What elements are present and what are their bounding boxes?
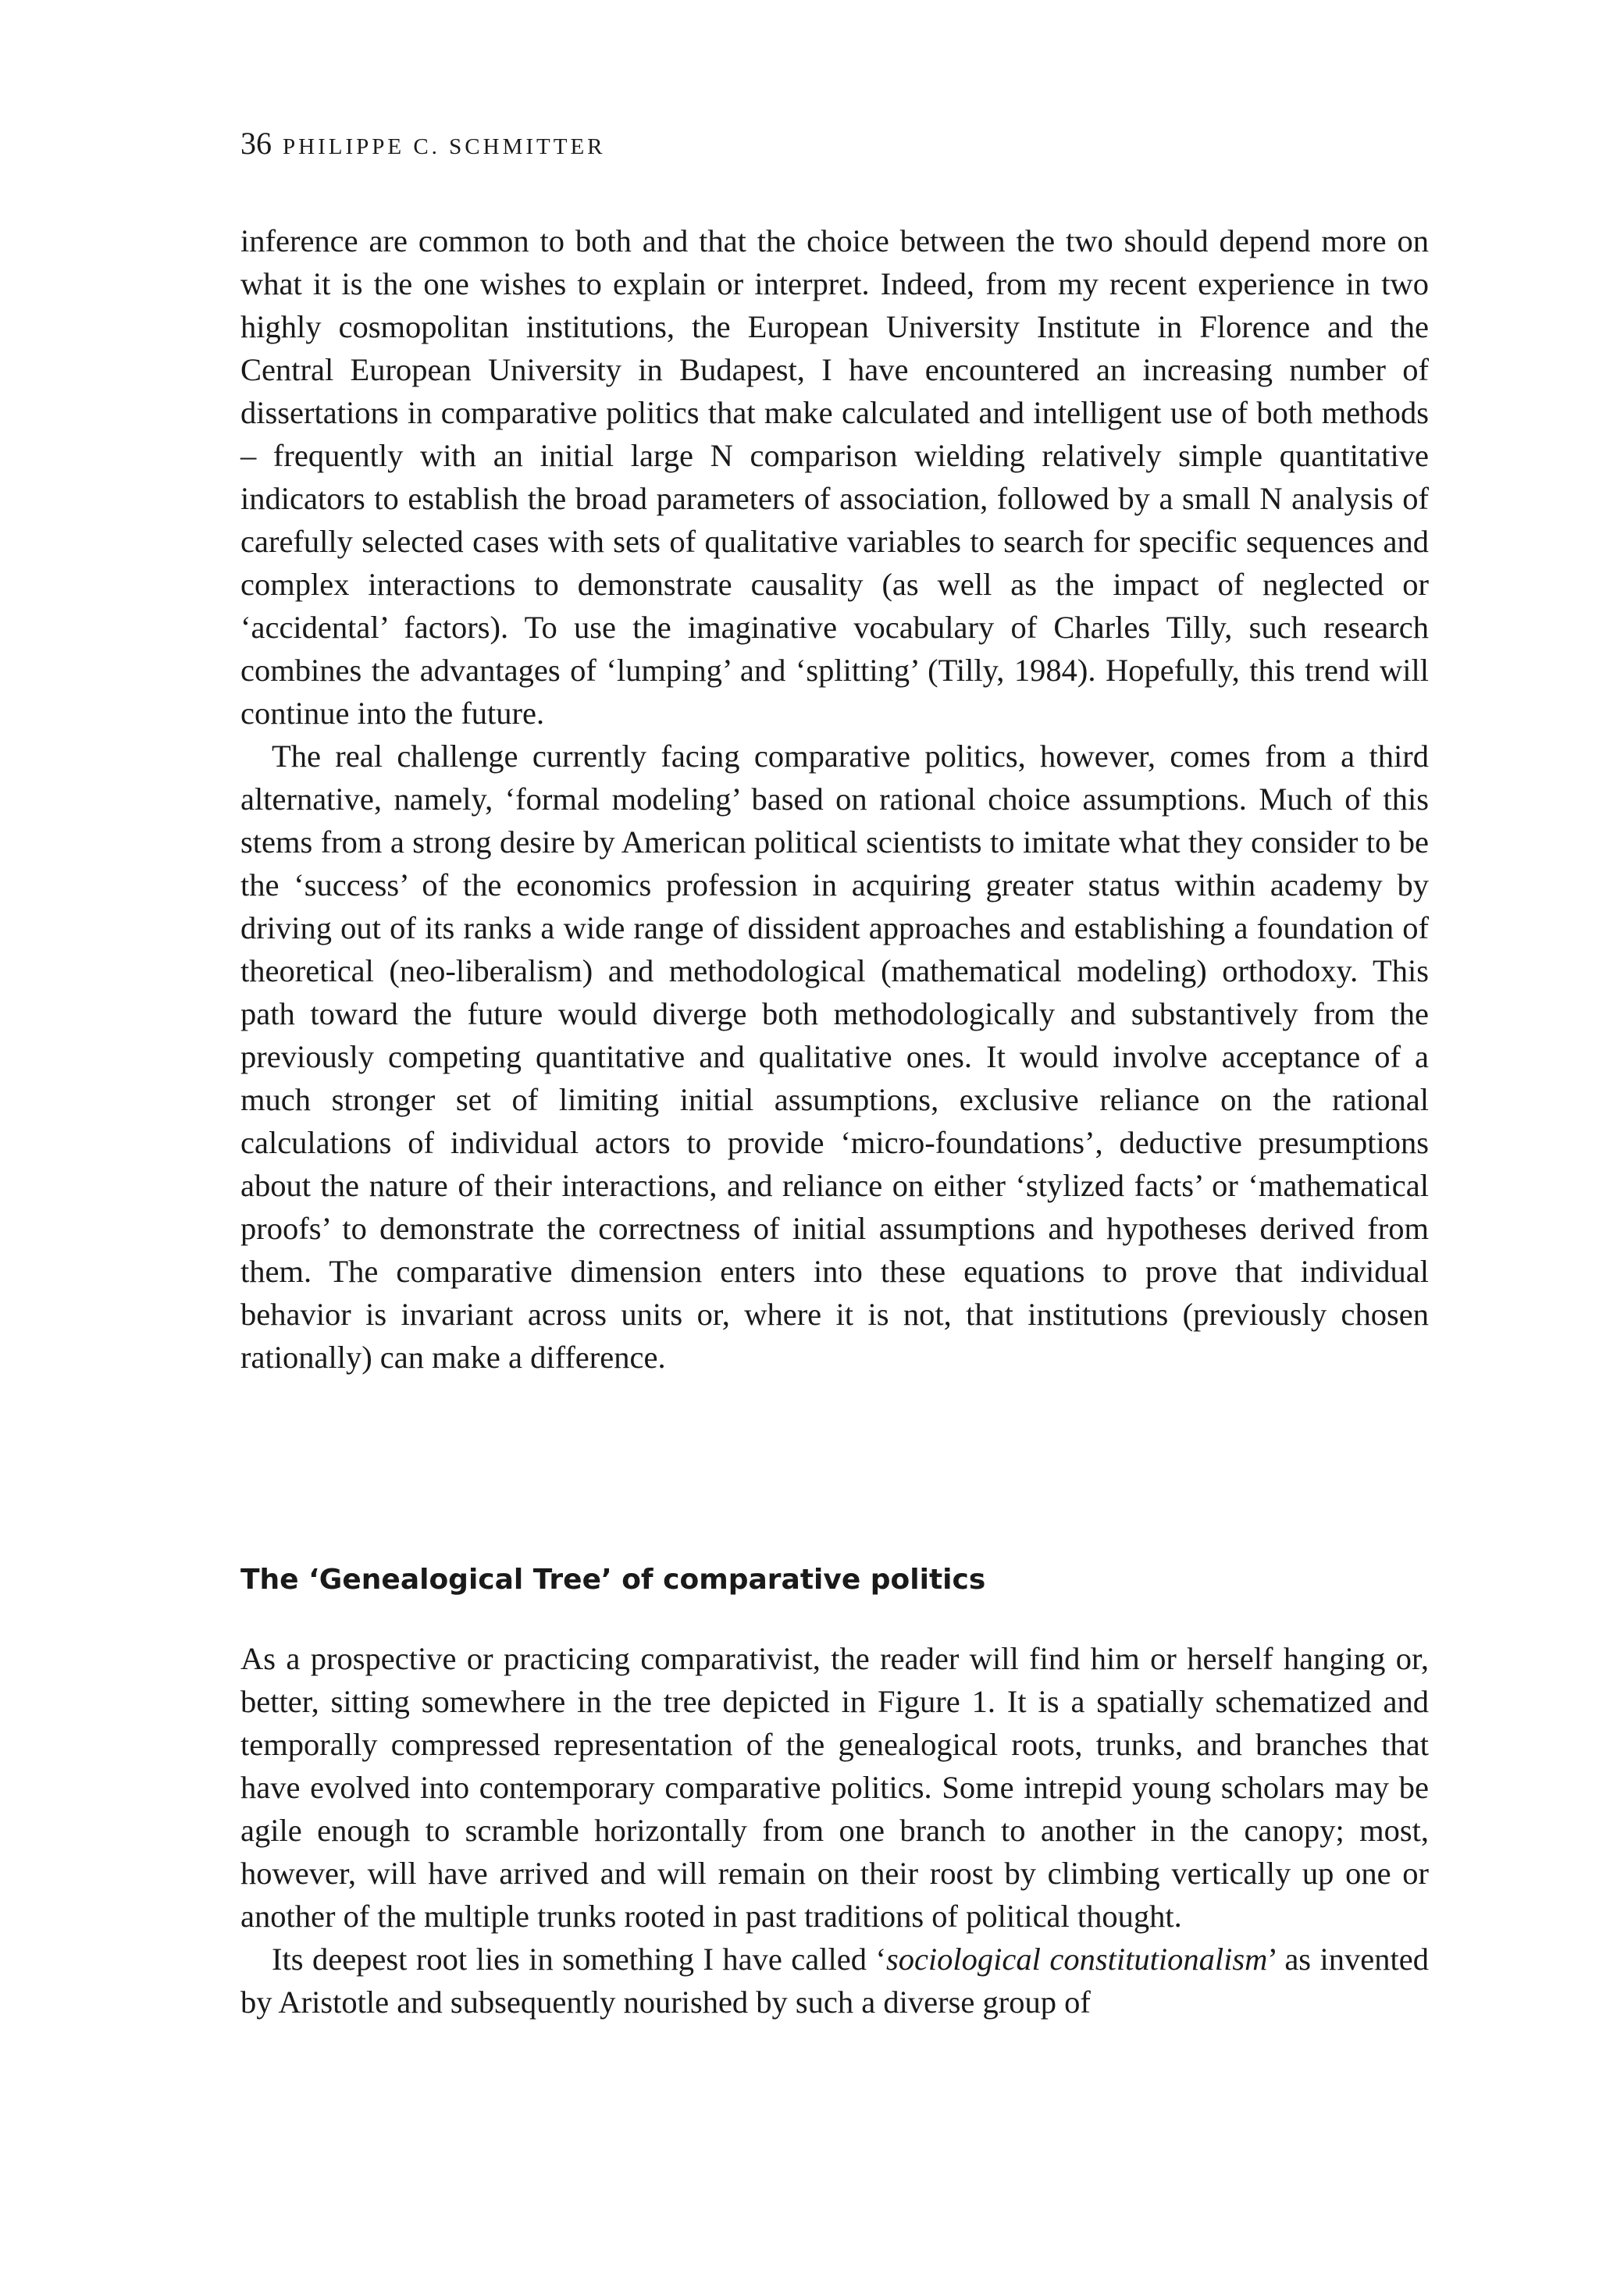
- paragraph-4-end: ’ as invented by Aristotle and subsequently nourished by such a diverse group of: [240, 1942, 1429, 2020]
- body-text-section: [240, 1637, 1429, 2024]
- body-text-top: [240, 219, 1429, 1379]
- paragraph-3: As a prospective or practicing comparativist, the reader will find him or herself hanging or, better, sitting somewhere in the tree depicted in Figure 1. It is a spatially schematized and temporally compressed representation of the genealogical roots, trunks, and branches that have evolved into contemporary comparative politics. Some intrepid young scholars may be agile enough to scramble horizontally from one branch to another in the canopy; most, however, will have arrived and will remain on their roost by climbing vertically up one or another of the multiple trunks rooted in past traditions of political thought.: [240, 1641, 1429, 1934]
- running-head: [240, 125, 606, 166]
- paragraph-4-emphasis: sociological constitutionalism: [885, 1942, 1268, 1977]
- paragraph-2: The real challenge currently facing comparative politics, however, comes from a third alternative, namely, ‘formal modeling’ based on rational choice assumptions. Much of this stems from a strong desire by American political scientists to imitate what they consider to be the ‘success’ of the economics profession in acquiring greater status within academy by driving out of its ranks a wide range of dissident approaches and establishing a foundation of theoretical (neo-liberalism) and methodological (mathematical modeling) orthodoxy. This path toward the future would diverge both methodologically and substantively from the previously competing quantitative and qualitative ones. It would involve acceptance of a much stronger set of limiting initial assumptions, exclusive reliance on the rational calculations of individual actors to provide ‘micro-foundations’, deductive presumptions about the nature of their interactions, and reliance on either ‘stylized facts’ or ‘mathematical proofs’ to demonstrate the correctness of initial assumptions and hypotheses derived from them. The comparative dimension enters into these equations to prove that individual behavior is invariant across units or, where it is not, that institutions (previously chosen rationally) can make a difference.: [240, 739, 1429, 1375]
- paragraph-1: inference are common to both and that the choice between the two should depend more on what it is the one wishes to explain or interpret. Indeed, from my recent experience in two highly cosmopolitan institutions, the European University Institute in Florence and the Central European University in Budapest, I have encountered an increasing number of dissertations in comparative politics that make calculated and intelligent use of both methods – frequently with an initial large N comparison wielding relatively simple quantitative indicators to establish the broad parameters of association, followed by a small N analysis of carefully selected cases with sets of qualitative variables to search for specific sequences and complex interactions to demonstrate causality (as well as the impact of neglected or ‘accidental’ factors). To use the imaginative vocabulary of Charles Tilly, such research combines the advantages of ‘lumping’ and ‘splitting’ (Tilly, 1984). Hopefully, this trend will continue into the future.: [240, 223, 1429, 731]
- section-heading: The ‘Genealogical Tree’ of comparative politics: [240, 1564, 986, 1596]
- page-number: 36: [240, 126, 272, 161]
- paragraph-4-start: Its deepest root lies in something I have called ‘: [272, 1942, 886, 1977]
- running-head-author: PHILIPPE C. SCHMITTER: [283, 134, 606, 159]
- paragraph-4: [240, 1938, 1429, 2024]
